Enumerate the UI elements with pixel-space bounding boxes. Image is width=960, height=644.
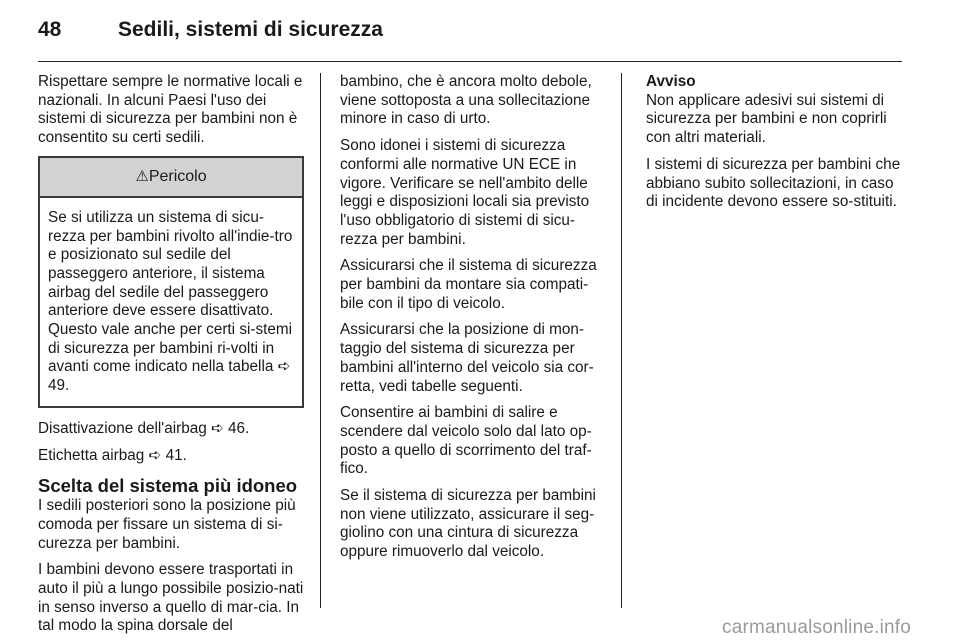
airbag-label-ref: Etichetta airbag ➪ 41. (38, 446, 187, 464)
column-divider (621, 73, 622, 608)
watermark: carmanualsonline.info (722, 617, 912, 638)
section-paragraph: I sedili posteriori sono la posizione più comoda per fissare un sistema di si-curezza per bambini. (38, 497, 296, 552)
notice-title: Avviso (646, 73, 696, 90)
page-number: 48 (38, 18, 62, 41)
column-1 (38, 73, 304, 644)
header-divider (38, 61, 902, 62)
section-title: Scelta del sistema più idoneo (38, 475, 298, 497)
paragraph: Consentire ai bambini di salire e scendere dal veicolo solo dal lato op-posto a quello di scorrimento del traf-fico. (340, 404, 592, 478)
paragraph: Assicurarsi che il sistema di sicurezza per bambini da montare sia compati-bile con il tipo di veicolo. (340, 257, 597, 312)
paragraph: I sistemi di sicurezza per bambini che abbiano subito sollecitazioni, in caso di incidente devono essere so-stituiti. (646, 155, 901, 211)
danger-text: Se si utilizza un sistema di sicu-rezza per bambini rivolto all'indie-tro e posizionato sul sedile del passeggero anteriore, il sistema airbag del sedile del passeggero anteriore deve essere disattivato. Questo vale anche per certi si-stemi di sicurezza per bambini ri-volti in avanti come indicato nella tabella ➪ 49. (48, 208, 293, 395)
warning-triangle-icon: ⚠ (135, 167, 149, 185)
page-header (38, 14, 902, 54)
danger-box (38, 156, 304, 408)
intro-paragraph: Rispettare sempre le normative locali e nazionali. In alcuni Paesi l'uso dei sistemi di sicurezza per bambini non è consentito su certi sedili. (38, 73, 303, 147)
paragraph: Se il sistema di sicurezza per bambini non viene utilizzato, assicurare il seg-giolino con una cintura di sicurezza oppure rimuoverlo dal veicolo. (340, 487, 596, 561)
column-divider (320, 73, 321, 608)
column-3 (646, 73, 908, 220)
page-title: Sedili, sistemi di sicurezza (118, 18, 383, 41)
danger-header (40, 158, 302, 198)
notice-text: Non applicare adesivi sui sistemi di sicurezza per bambini e non coprirli con altri materiali. (646, 91, 887, 147)
danger-title: Pericolo (148, 167, 207, 185)
paragraph: bambino, che è ancora molto debole, viene sottoposta a una sollecitazione minore in caso di urto. (340, 73, 592, 128)
column-2 (340, 73, 606, 570)
paragraph: Sono idonei i sistemi di sicurezza conformi alle normative UN ECE in vigore. Verificare se nell'ambito delle leggi e disposizioni locali sia previsto l'uso obbligatorio di sistemi di sicu-rezza per bambini. (340, 137, 590, 248)
paragraph: Assicurarsi che la posizione di mon-taggio del sistema di sicurezza per bambini all'interno del veicolo sia cor-retta, vedi tabelle seguenti. (340, 321, 594, 395)
section-paragraph: I bambini devono essere trasportati in auto il più a lungo possibile posizio-nati in senso inverso a quello di mar-cia. In tal modo la spina dorsale del (38, 561, 304, 635)
airbag-deactivation-ref: Disattivazione dell'airbag ➪ 46. (38, 419, 250, 437)
